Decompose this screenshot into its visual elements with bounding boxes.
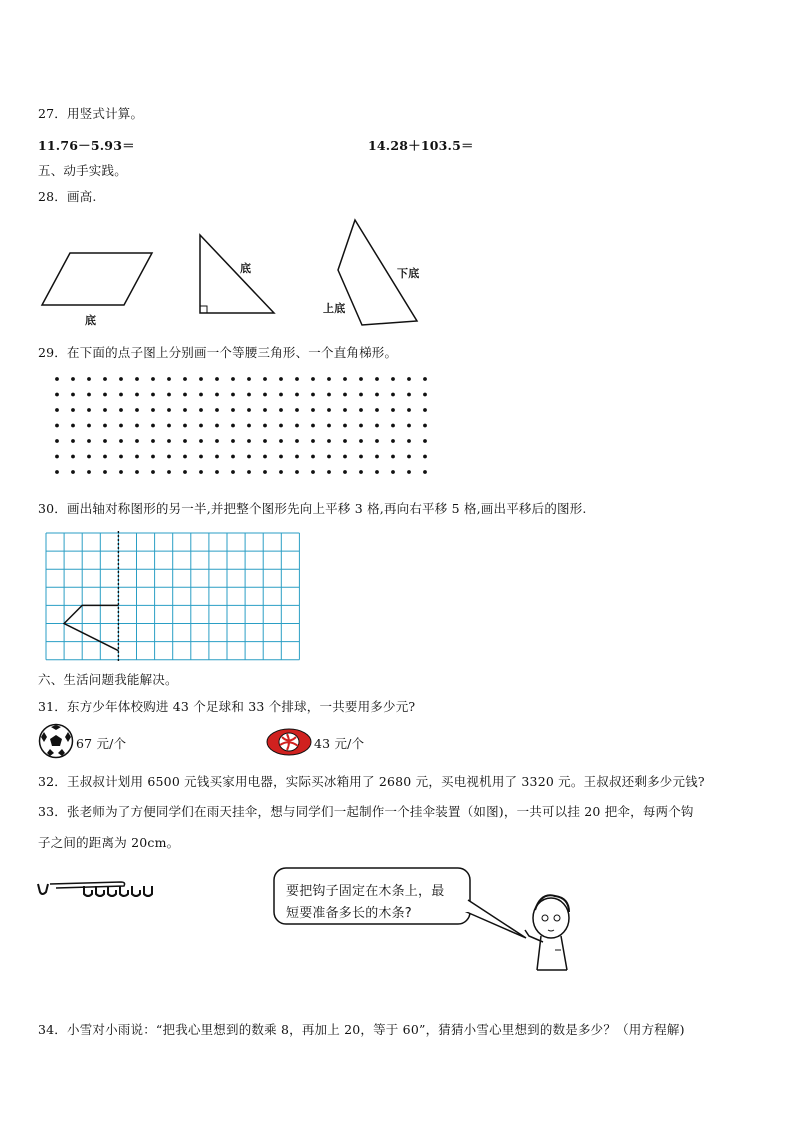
grid-dot [151, 377, 155, 381]
grid-dot [295, 408, 299, 412]
grid-dot [327, 377, 331, 381]
grid-dot [151, 470, 155, 474]
grid-dot [119, 470, 123, 474]
q27-expression-2: 14.28＋103.5＝ [368, 138, 474, 153]
grid-dot [183, 377, 187, 381]
grid-dot [231, 408, 235, 412]
grid-dot [199, 393, 203, 397]
grid-dot [55, 408, 59, 412]
grid-dot [263, 424, 267, 428]
grid-dot [87, 455, 91, 459]
grid-dot [247, 408, 251, 412]
grid-dot [215, 408, 219, 412]
grid-dot [423, 393, 427, 397]
grid-dot [359, 393, 363, 397]
grid-dot [263, 393, 267, 397]
grid-dot [87, 439, 91, 443]
grid-dot [263, 470, 267, 474]
grid-dot [247, 439, 251, 443]
grid-dot [295, 377, 299, 381]
hook-strip-illustration [36, 878, 166, 908]
grid-dot [407, 377, 411, 381]
grid-dot [295, 470, 299, 474]
grid-dot [407, 393, 411, 397]
right-triangle [200, 235, 274, 313]
q33-line-2: 子之间的距离为 20cm。 [38, 835, 180, 850]
grid-dot [55, 439, 59, 443]
grid-dot [375, 408, 379, 412]
grid-dot [247, 393, 251, 397]
grid-dot [231, 455, 235, 459]
grid-dot [231, 393, 235, 397]
grid-dot [183, 424, 187, 428]
grid-dot [391, 455, 395, 459]
grid-dot [295, 393, 299, 397]
grid-dot [327, 455, 331, 459]
parallelogram-base-label: 底 [85, 314, 97, 327]
grid-dot [279, 439, 283, 443]
grid-dot [343, 377, 347, 381]
grid-dot [263, 408, 267, 412]
q27-expression-1: 11.76－5.93＝ [38, 138, 135, 153]
grid-dot [327, 470, 331, 474]
q33-line-1: 33．张老师为了方便同学们在雨天挂伞，想与同学们一起制作一个挂伞装置（如图)，一共可以挂 20 把伞，每两个钩 [38, 804, 694, 819]
q30-title: 30．画出轴对称图形的另一半,并把整个图形先向上平移 3 格,再向右平移 5 格,画出平移后的图形. [38, 501, 587, 516]
grid-dot [407, 424, 411, 428]
parallelogram [42, 253, 152, 305]
volleyball-price: 43 元/个 [314, 736, 365, 751]
grid-dot [71, 439, 75, 443]
grid-dot [183, 408, 187, 412]
grid-dot [135, 393, 139, 397]
grid-dot [391, 439, 395, 443]
trapezoid-upper-base-label: 上底 [323, 302, 346, 315]
speech-line-2: 短要准备多长的木条? [286, 906, 412, 921]
grid-dot [103, 377, 107, 381]
half-figure [64, 605, 118, 650]
grid-dot [167, 408, 171, 412]
grid-dot [135, 470, 139, 474]
grid-dot [151, 424, 155, 428]
grid-dot [231, 470, 235, 474]
grid-dot [391, 424, 395, 428]
grid-dot [391, 377, 395, 381]
q34-title: 34．小雪对小雨说：“把我心里想到的数乘 8，再加上 20，等于 60”，猜猜小雪心里想到的数是多少？（用方程解) [38, 1022, 685, 1037]
grid-dot [279, 393, 283, 397]
grid-dot [279, 408, 283, 412]
grid-dot [71, 408, 75, 412]
trapezoid-lower-base-label: 下底 [397, 267, 420, 280]
grid-dot [343, 455, 347, 459]
grid-dot [167, 424, 171, 428]
student-illustration [515, 880, 585, 980]
grid-dot [135, 377, 139, 381]
grid-dot [119, 377, 123, 381]
grid-dot [375, 424, 379, 428]
grid-dot [391, 393, 395, 397]
grid-dot [103, 408, 107, 412]
grid-dot [263, 439, 267, 443]
grid-dot [407, 439, 411, 443]
grid-dot [359, 439, 363, 443]
grid-dot [375, 455, 379, 459]
grid-dot [327, 424, 331, 428]
grid-dot [375, 439, 379, 443]
grid-dot [279, 377, 283, 381]
grid-dot [103, 439, 107, 443]
grid-dot [119, 393, 123, 397]
grid-dot [71, 424, 75, 428]
grid-dot [103, 455, 107, 459]
grid-dot [423, 377, 427, 381]
grid-dot [423, 470, 427, 474]
grid-dot [423, 439, 427, 443]
grid-dot [231, 377, 235, 381]
grid-dot [359, 470, 363, 474]
grid-dot [199, 455, 203, 459]
grid-dot [135, 408, 139, 412]
grid-dot [215, 424, 219, 428]
grid-dot [199, 377, 203, 381]
grid-dot [279, 424, 283, 428]
grid-dot [263, 455, 267, 459]
speech-line-1: 要把钩子固定在木条上，最 [286, 884, 445, 899]
q28-title: 28．画高. [38, 189, 97, 204]
grid-dot [327, 393, 331, 397]
q32-title: 32．王叔叔计划用 6500 元钱买家用电器，实际买冰箱用了 2680 元，买电视机用了 3320 元。王叔叔还剩多少元钱? [38, 774, 705, 789]
grid-dot [119, 424, 123, 428]
grid-dot [247, 470, 251, 474]
grid-dot [343, 393, 347, 397]
grid-dot [135, 424, 139, 428]
grid-dot [55, 393, 59, 397]
grid-dot [71, 377, 75, 381]
grid-dot [391, 408, 395, 412]
grid-dot [215, 439, 219, 443]
right-angle-mark [200, 306, 207, 313]
grid-dot [87, 408, 91, 412]
grid-dot [295, 424, 299, 428]
grid-dot [375, 393, 379, 397]
grid-dot [311, 455, 315, 459]
grid-dot [183, 439, 187, 443]
grid-dot [327, 439, 331, 443]
grid-dot [183, 393, 187, 397]
grid-dot [103, 470, 107, 474]
grid-dot [391, 470, 395, 474]
grid-dot [263, 377, 267, 381]
grid-dot [183, 470, 187, 474]
grid-dot [215, 455, 219, 459]
grid-dot [199, 408, 203, 412]
grid-dot [55, 377, 59, 381]
grid-dot [311, 439, 315, 443]
football-price: 67 元/个 [76, 736, 127, 751]
grid-dot [423, 424, 427, 428]
grid-dot [215, 470, 219, 474]
grid-dot [151, 408, 155, 412]
grid-dot [199, 439, 203, 443]
football-icon [38, 723, 74, 759]
square-grid [0, 530, 260, 660]
grid-dot [343, 424, 347, 428]
grid-dot [151, 439, 155, 443]
grid-dot [103, 393, 107, 397]
grid-dot [423, 455, 427, 459]
grid-dot [55, 424, 59, 428]
grid-dot [71, 455, 75, 459]
grid-dot [327, 408, 331, 412]
grid-dot [183, 455, 187, 459]
grid-dot [311, 377, 315, 381]
grid-dot [199, 424, 203, 428]
grid-dot [359, 408, 363, 412]
grid-dot [311, 424, 315, 428]
grid-dot [167, 393, 171, 397]
grid-dot [343, 470, 347, 474]
grid-dot [55, 470, 59, 474]
grid-dot [359, 377, 363, 381]
q31-title: 31．东方少年体校购进 43 个足球和 33 个排球，一共要用多少元? [38, 699, 416, 714]
grid-dot [87, 424, 91, 428]
grid-dot [87, 470, 91, 474]
grid-dot [71, 393, 75, 397]
grid-dot [231, 424, 235, 428]
grid-dot [167, 377, 171, 381]
grid-dot [71, 470, 75, 474]
grid-dot [343, 408, 347, 412]
grid-dot [135, 455, 139, 459]
grid-dot [119, 455, 123, 459]
grid-dot [407, 455, 411, 459]
grid-dot [311, 408, 315, 412]
grid-dot [407, 470, 411, 474]
grid-dot [247, 455, 251, 459]
grid-dot [167, 470, 171, 474]
grid-dot [151, 393, 155, 397]
grid-dot [103, 424, 107, 428]
grid-dot [295, 439, 299, 443]
grid-dot [279, 470, 283, 474]
grid-dot [167, 455, 171, 459]
grid-dot [247, 377, 251, 381]
section-5-title: 五、动手实践。 [38, 163, 127, 178]
grid-dot [55, 455, 59, 459]
grid-dot [135, 439, 139, 443]
grid-dot [215, 377, 219, 381]
section-6-title: 六、生活问题我能解决。 [38, 672, 178, 687]
grid-dot [375, 470, 379, 474]
grid-dot [151, 455, 155, 459]
grid-dot [119, 408, 123, 412]
grid-dot [87, 377, 91, 381]
grid-dot [279, 455, 283, 459]
grid-dot [119, 439, 123, 443]
grid-dot [375, 377, 379, 381]
volleyball-icon [265, 727, 315, 757]
grid-dot [231, 439, 235, 443]
grid-dot [295, 455, 299, 459]
grid-dot [359, 424, 363, 428]
grid-dot [311, 393, 315, 397]
grid-dot [247, 424, 251, 428]
grid-dot [215, 393, 219, 397]
triangle-base-label: 底 [240, 262, 252, 275]
q29-title: 29．在下面的点子图上分别画一个等腰三角形、一个直角梯形。 [38, 345, 398, 360]
grid-dot [407, 408, 411, 412]
grid-dot [423, 408, 427, 412]
grid-dot [311, 470, 315, 474]
q27-title: 27．用竖式计算。 [38, 106, 144, 121]
dot-grid [0, 370, 400, 470]
grid-dot [199, 470, 203, 474]
grid-dot [167, 439, 171, 443]
grid-dot [359, 455, 363, 459]
grid-dot [343, 439, 347, 443]
grid-dot [87, 393, 91, 397]
